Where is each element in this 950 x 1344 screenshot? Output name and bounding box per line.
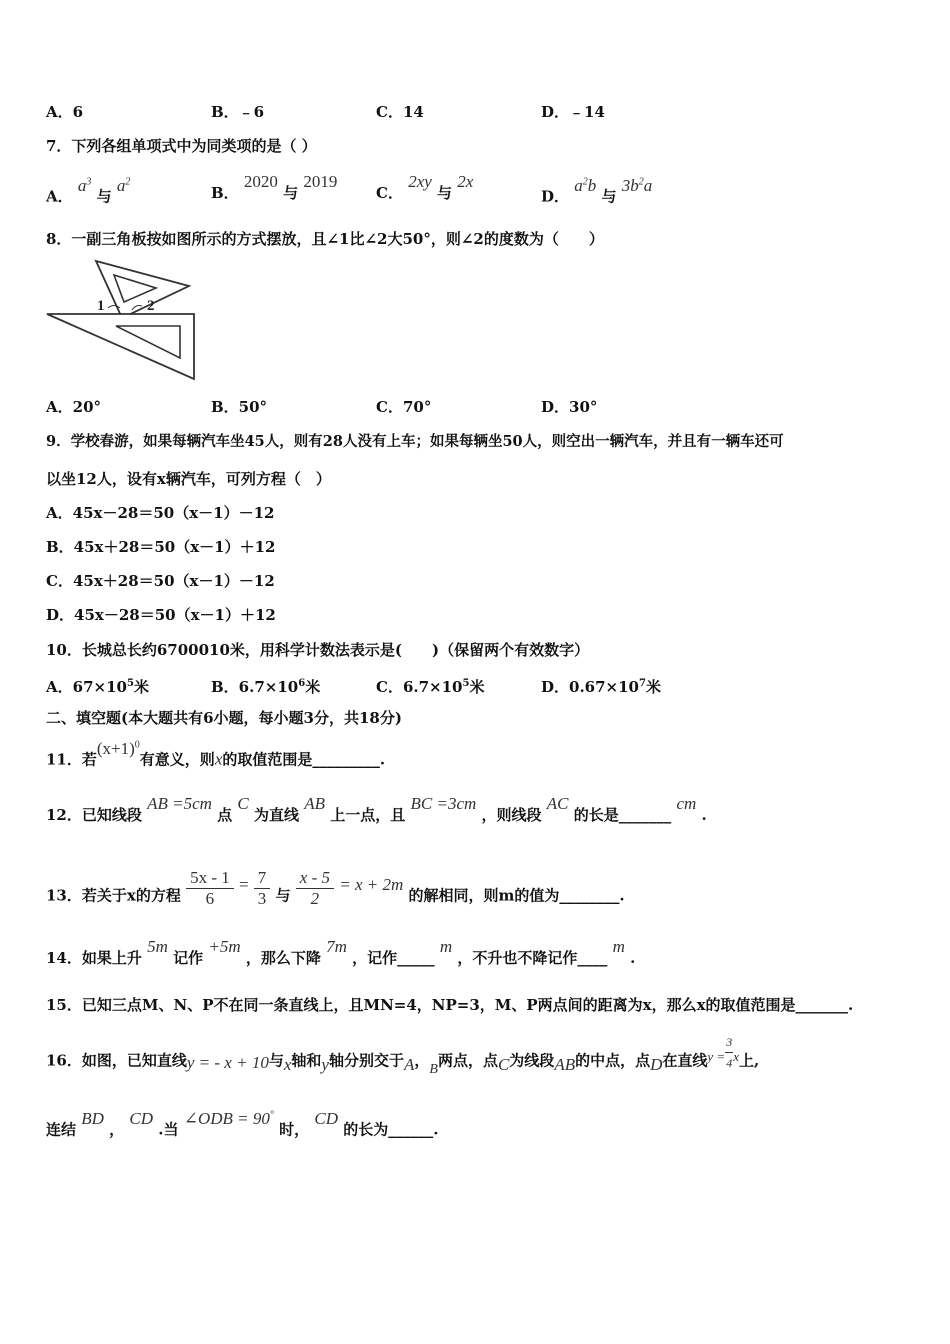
q16-line2: 连结 BD ， CD .当 ∠ODB = 90° 时， CD 的长为______. <box>46 1108 439 1139</box>
q11: 11．若$(x+1)^0$有意义，则x的取值范围是_________. <box>46 738 386 769</box>
q11-var: x <box>214 749 223 769</box>
set-square-figure <box>44 256 200 382</box>
q7-d-and: 与 <box>601 187 617 206</box>
q7-b-term1: 2020 <box>243 172 278 191</box>
q9-option-a: A．45x－28＝50（x－1）－12 <box>46 504 275 522</box>
q7-a-term2: $a^2$ <box>116 175 131 195</box>
q9-option-d: D．45x－28＝50（x－1）＋12 <box>46 606 276 624</box>
angle2-label: 2 <box>147 298 155 314</box>
q6-option-a: A．6 <box>46 103 84 121</box>
q7-stem: 7．下列各组单项式中为同类项的是（ ） <box>46 137 317 155</box>
q16-line1: 16．如图，已知直线y = - x + 10与x轴和y轴分别交于A，B两点，点C为线段AB的中点，点D在直线y = $\frac{3}{4}$ x上, <box>46 1042 759 1083</box>
q7-option-b <box>211 172 338 203</box>
q7-a-and: 与 <box>96 187 112 206</box>
q14-fall: 7m <box>326 937 347 956</box>
q14-rise: 5m <box>147 937 168 956</box>
q14-unit-2: m <box>612 937 625 956</box>
q12-segment-ac: AC <box>546 794 569 813</box>
q7-option-a <box>46 175 131 207</box>
q7-c-term1: 2xy <box>408 172 432 191</box>
q7-b-and: 与 <box>283 184 299 202</box>
q8-option-d: D．30° <box>541 398 598 416</box>
q15: 15．已知三点M、N、P不在同一条直线上，且MN=4，NP=3，M、P两点间的距离为x，那么x的取值范围是_______. <box>46 996 854 1014</box>
q12-point-c: C <box>237 794 249 813</box>
q16-angle: ∠ODB = 90° <box>183 1108 274 1128</box>
q6-option-d: D．﹣14 <box>541 103 605 121</box>
q13-fraction-2: $\frac{7}{3}$ <box>254 868 271 909</box>
q12-line-ab: AB <box>304 794 326 813</box>
q7-d-term1: $a^2b$ <box>574 175 597 195</box>
q13-fraction-3: $\frac{x - 5}{2}$ <box>296 868 334 909</box>
q7-a-label: A． <box>46 187 73 206</box>
q7-c-label: C． <box>376 184 403 202</box>
q8-option-a: A．20° <box>46 398 102 416</box>
q10-option-d: D．$0.67\times 10^7$米 <box>541 678 661 696</box>
q16-cd: CD <box>129 1108 154 1128</box>
q7-option-c <box>376 172 474 203</box>
q10-option-c: C．$6.7\times 10^5$米 <box>376 678 485 696</box>
q16-cd-2: CD <box>314 1108 338 1128</box>
q14-unit-1: m <box>439 937 453 956</box>
q6-option-c: C．14 <box>376 103 424 121</box>
q7-a-term1: $a^3$ <box>77 175 92 195</box>
q10-option-b: B．$6.7\times 10^6$米 <box>211 678 321 696</box>
q8-option-b: B．50° <box>211 398 268 416</box>
q12-ab-length: AB =5cm <box>147 794 212 813</box>
q16-bd: BD <box>81 1108 104 1128</box>
q7-c-term2: 2x <box>457 172 474 191</box>
q12-bc-length: BC =3cm <box>410 794 477 813</box>
q9-stem-line1: 9．学校春游，如果每辆汽车坐45人，则有28人没有上车；如果每辆坐50人，则空出一辆汽车，并且有一辆车还可 <box>46 433 784 450</box>
q7-c-and: 与 <box>437 184 453 202</box>
q7-d-label: D． <box>541 187 570 206</box>
q8-option-c: C．70° <box>376 398 432 416</box>
q14-plus-rise: +5m <box>208 937 241 956</box>
q10-option-a: A．$67\times 10^5$米 <box>46 678 149 696</box>
q7-b-term2: 2019 <box>303 172 338 191</box>
q12-unit-cm: cm <box>676 794 697 813</box>
q9-option-b: B．45x＋28＝50（x－1）＋12 <box>46 538 276 556</box>
q12: 12．已知线段 AB =5cm 点 C 为直线 AB 上一点，且 BC =3cm ，则线段 AC 的长是_______ cm . <box>46 794 707 824</box>
q7-b-label: B． <box>211 184 239 202</box>
q14: 14．如果上升 5m 记作 +5m ，那么下降 7m ，记作_____ m ，不升也不降记作____ m . <box>46 937 636 967</box>
q16-line-2: y = $\frac{3}{4}$ x <box>707 1049 739 1064</box>
q13: 13．若关于x的方程 $\frac{5x - 1}{6}$ = $\frac{7}{3}$ 与 $\frac{x - 5}{2}$ = x + 2m 的解相同，则m的值为________. <box>46 868 625 908</box>
section-heading-fill-in: 二、填空题(本大题共有6小题，每小题3分，共18分) <box>46 709 402 727</box>
q13-rhs: = x + 2m <box>339 874 404 894</box>
q9-stem-line2: 以坐12人，设有x辆汽车，可列方程（ ） <box>46 470 331 488</box>
q6-option-b: B．﹣6 <box>211 103 265 121</box>
q8-stem: 8．一副三角板按如图所示的方式摆放，且∠1比∠2大50°，则∠2的度数为（ ） <box>46 230 604 248</box>
angle1-label: 1 <box>97 298 105 314</box>
q7-option-d <box>541 175 653 207</box>
q13-fraction-1: $\frac{5x - 1}{6}$ <box>186 868 234 909</box>
q16-line-equation: y = - x + 10 <box>186 1053 269 1073</box>
q11-expression: $(x+1)^0$ <box>96 738 140 758</box>
q7-d-term2: $3b^2a$ <box>621 175 653 195</box>
q10-stem: 10．长城总长约6700010米，用科学计数法表示是( )（保留两个有效数字） <box>46 641 590 659</box>
q9-option-c: C．45x＋28＝50（x－1）－12 <box>46 572 275 590</box>
